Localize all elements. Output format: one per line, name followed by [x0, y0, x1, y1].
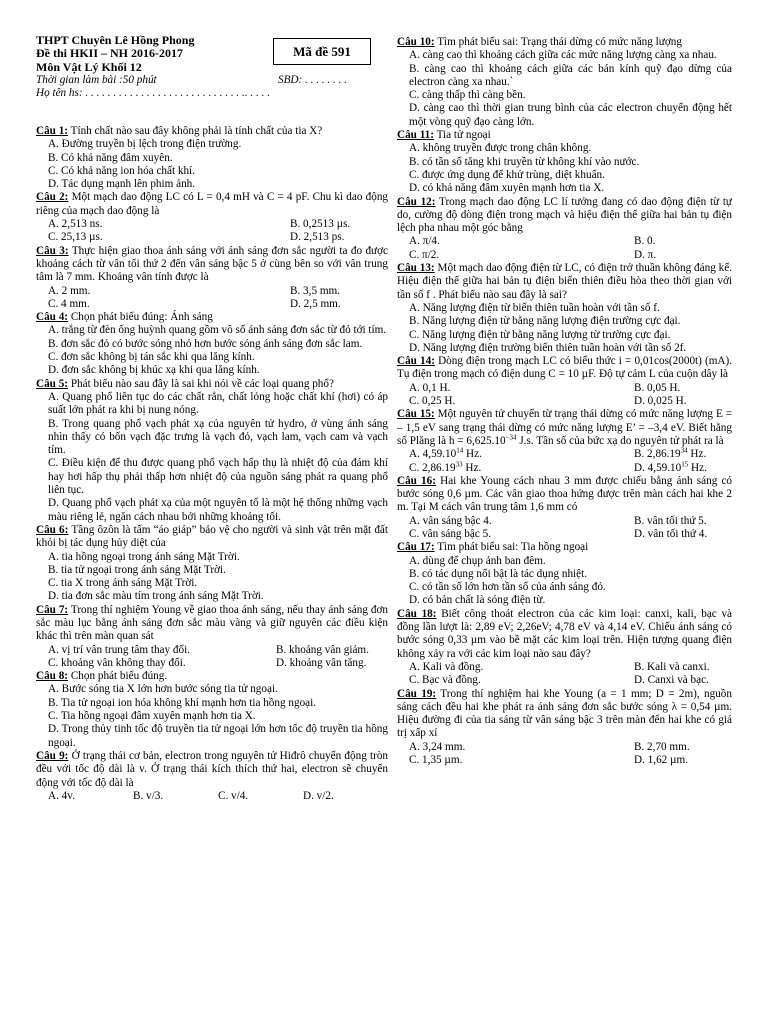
question-3: Câu 3: Thực hiện giao thoa ánh sáng với ánh sáng đơn sắc người ta đo được khoảng cách từ vân tối thứ 2 đến vân sáng bậc 5 ở cùng bên so với vân trung tâm là 7 mm. Khoảng vân tính được là — [36, 244, 388, 284]
option-a: A. vị trí vân trung tâm thay đổi. — [48, 643, 190, 656]
option-d: D. 4,59.10$^{15}$ Hz. — [634, 459, 707, 474]
option-c: C. 4 mm. — [48, 297, 90, 310]
option-a: A. π/4. — [409, 235, 440, 248]
subject-line: Môn Vật Lý Khối 12 — [36, 59, 142, 74]
option-a: A. tia hồng ngoại trong ánh sáng Mặt Trời. — [48, 550, 240, 563]
option-d: D. π. — [634, 248, 657, 261]
question-5: Câu 5: Phát biểu nào sau đây là sai khi nói về các loại quang phổ? — [36, 377, 334, 390]
question-14: Câu 14: Dòng điện trong mạch LC có biểu thức i = 0,01cos(2000t) (mA). Tụ điện trong mạch có điện dung C = 10 µF. Độ tự cảm L của cuộn dây là — [397, 355, 733, 381]
option-b: B. Trong quang phổ vạch phát xạ của nguyên tử hydro, ở vùng ánh sáng nhìn thấy có bốn vạch đặc trưng là vạch đỏ, vạch lam, vạch cam và vạch tím. — [48, 417, 388, 457]
option-b: B. khoảng vân giảm. — [276, 643, 369, 656]
student-name-field: Họ tên hs: . . . . . . . . . . . . . . . . . . . . . . . . . . . . .. . . . . — [36, 87, 270, 100]
option-c: C. v/4. — [218, 789, 249, 802]
exam-code-box: Mã đề 591 — [273, 38, 371, 65]
option-a: A. không truyền được trong chân không. — [409, 142, 592, 155]
question-16: Câu 16: Hai khe Young cách nhau 3 mm được chiếu bằng ánh sáng có bước sóng 0,6 µm. Các vân giao thoa hứng được trên màn cách hai khe 2 m. Tại M cách vân trung tâm 1,6 mm có — [397, 474, 733, 514]
option-d: D. tia đơn sắc màu tím trong ánh sáng Mặt Trời. — [48, 590, 264, 603]
option-c: C. Bạc và đồng. — [409, 674, 481, 687]
option-a: A. Đường truyền bị lệch trong điện trường. — [48, 138, 242, 151]
option-b: B. 0,2513 µs. — [290, 218, 351, 231]
option-b: B. tia tử ngoại trong ánh sáng Mặt Trời. — [48, 563, 226, 576]
right-column — [397, 36, 732, 767]
question-13: Câu 13: Một mạch dao động điện từ LC, có điện trở thuần không đáng kể. Hiệu điện thế giữa hai bản tụ điện biến thiên điều hòa theo thời gian với tần số f . Phát biểu nào sau đây là sai? — [397, 262, 733, 301]
option-b: B. 2,86.19$^{34}$ Hz. — [634, 446, 707, 461]
question-11: Câu 11: Tia tử ngoại — [397, 129, 491, 142]
option-d: D. Canxi và bạc. — [634, 674, 709, 687]
option-a: A. 2 mm. — [48, 284, 91, 297]
option-d: D. có bản chất là sóng điện từ. — [409, 594, 546, 607]
option-a: A. 0,1 H. — [409, 381, 451, 394]
question-12: Câu 12: Trong mạch dao động LC lí tưởng đang có dao động điện từ tự do, cường độ dòng điện trong mạch và hiệu điện thế giữa hai bản tụ điện lệch pha nhau một góc bằng — [397, 195, 732, 235]
option-c: C. đơn sắc không bị tán sắc khi qua lăng kính. — [48, 351, 255, 364]
option-a: A. trắng từ đèn ống huỳnh quang gồm vô số ánh sáng đơn sắc từ đỏ tới tím. — [48, 324, 387, 337]
option-b: B. Có khả năng đâm xuyên. — [48, 151, 173, 164]
question-18: Câu 18: Biết công thoát electron của các kim loại: canxi, kali, bạc và đồng lần lượt là: 2,89 eV; 2,26eV; 4,78 eV và 4,14 eV. Chiếu ánh sáng có bước sóng 0,33 µm vào bề mặt các kim loại trên. Hiện tượng quang điện không xảy ra với các kim loại nào sau đây? — [397, 607, 733, 660]
option-a: A. 4,59.10$^{14}$ Hz. — [409, 446, 482, 461]
option-c: C. Điều kiện để thu được quang phổ vạch hấp thụ là nhiệt độ của đám khí hay hơi hấp thụ phải thấp hơn nhiệt độ của nguồn sáng phát ra quang phổ liên tục. — [48, 457, 388, 497]
sbd-field: SBD: . . . . . . . . — [278, 73, 347, 86]
school-name: THPT Chuyên Lê Hồng Phong — [36, 33, 195, 47]
option-d: D. khoảng vân tăng. — [276, 656, 367, 669]
option-a: A. Quang phổ liên tục do các chất rắn, chất lỏng hoặc chất khí (hơi) có áp suất lớn phát ra khi bị nung nóng. — [48, 390, 388, 417]
option-b: B. Năng lượng điện từ bằng năng lượng điện trường cực đại. — [409, 315, 681, 328]
option-a: A. Năng lượng điện từ biến thiên tuần hoàn với tần số f. — [409, 301, 660, 314]
option-d: D. 1,62 µm. — [634, 754, 688, 767]
option-d: D. 2,5 mm. — [290, 297, 341, 310]
option-a: A. 2,513 ns. — [48, 218, 103, 231]
exam-title: Đề thi HKII – NH 2016-2017 — [36, 46, 183, 61]
option-d: D. có khả năng đâm xuyên mạnh hơn tia X. — [409, 182, 605, 195]
option-a: A. 3,24 mm. — [409, 740, 466, 753]
option-c: C. càng thấp thì càng bền. — [409, 89, 526, 102]
option-b: B. vân tối thứ 5. — [634, 514, 707, 527]
question-6: Câu 6: Tầng ôzôn là tấm “áo giáp” bảo vệ cho người và sinh vật trên mặt đất khỏi bị tác dụng hủy diệt của — [36, 523, 388, 550]
option-d: D. v/2. — [303, 789, 334, 802]
option-a: A. Bước sóng tia X lớn hơn bước sóng tia tử ngoại. — [48, 683, 278, 696]
option-c: C. Có khả năng ion hóa chất khí. — [48, 164, 195, 177]
option-c: C. 1,35 µm. — [409, 754, 463, 767]
option-b: B. càng cao thì khoảng cách giữa các bán kính quỹ đạo dừng của electron càng xa nhau.` — [409, 62, 732, 88]
question-17: Câu 17: Tìm phát biểu sai: Tia hồng ngoại — [397, 541, 589, 554]
option-a: A. càng cao thì khoảng cách giữa các mức năng lượng càng xa nhau. — [409, 49, 717, 62]
option-d: D. càng cao thì thời gian trung bình của các electron chuyển động hết một vòng quỹ đạo càng lớn. — [409, 102, 732, 128]
option-d: D. đơn sắc không bị khúc xạ khi qua lăng kính. — [48, 364, 260, 377]
question-19: Câu 19: Trong thí nghiệm hai khe Young (a = 1 mm; D = 2m), nguồn sáng cách đều hai khe phát ra ánh sáng đơn sắc bước sóng λ = 0,54 µm. Hiệu đường đi của tia sáng từ vân sáng bậc 3 trên màn đến hai khe có giá trị xấp xỉ — [397, 687, 732, 740]
left-column — [36, 125, 388, 803]
option-c: C. khoảng vân không thay đổi. — [48, 656, 186, 669]
question-9: Câu 9: Ở trạng thái cơ bản, electron trong nguyên tử Hiđrô chuyển động tròn đều với tốc độ dài là v. Ở trạng thái kích thích thứ hai, electron sẽ chuyển động với tốc độ dài là — [36, 749, 389, 789]
option-c: C. tia X trong ánh sáng Mặt Trời. — [48, 577, 198, 590]
option-c: C. 25,13 µs. — [48, 231, 103, 244]
option-c: C. có tần số lớn hơn tần số của ánh sáng đỏ. — [409, 581, 606, 594]
option-c: C. được ứng dụng để khử trùng, diệt khuẩn. — [409, 168, 605, 181]
question-15: Câu 15: Một nguyên tử chuyển từ trạng thái dừng có mức năng lượng E = – 1,5 eV sang trạng thái dừng có mức năng lượng E’ = –3,4 eV. Biết hằng số Plăng là $h = 6,625.10^{-34}$ J.s. Tần số của bức xạ do nguyên tử phát ra là — [397, 408, 733, 447]
option-a: A. Kali và đồng. — [409, 660, 484, 673]
option-b: B. đơn sắc đỏ có bước sóng nhỏ hơn bước sóng ánh sáng đơn sắc lam. — [48, 337, 363, 350]
option-d: D. Năng lượng điện trường biến thiên tuần hoàn với tần số 2f. — [409, 341, 687, 354]
option-a: A. 4v. — [48, 789, 75, 802]
option-b: B. có tần số tăng khi truyền từ không khí vào nước. — [409, 155, 640, 168]
time-limit: Thời gian làm bài :50 phút — [36, 73, 157, 86]
option-d: D. 2,513 ps. — [290, 231, 345, 244]
option-d: D. vân tối thứ 4. — [634, 527, 708, 540]
option-a: A. dùng để chụp ảnh ban đêm. — [409, 554, 546, 567]
option-b: B. 3,5 mm. — [290, 284, 341, 297]
question-8: Câu 8: Chọn phát biểu đúng. — [36, 670, 168, 683]
option-b: B. 0,05 H. — [634, 381, 681, 394]
option-c: C. 0,25 H. — [409, 395, 456, 408]
question-10: Câu 10: Tìm phát biểu sai: Trạng thái dừng có mức năng lượng — [397, 36, 682, 48]
question-7: Câu 7: Trong thí nghiệm Young về giao thoa ánh sáng, nếu thay ánh sáng đơn sắc màu lục bằng ánh sáng đơn sắc màu vàng và giữ nguyên các điều kiện khác thì trên màn quan sát — [36, 603, 388, 643]
option-d: D. 0,025 H. — [634, 395, 687, 408]
option-d: D. Quang phổ vạch phát xạ của một nguyên tố là một hệ thống những vạch màu riêng lẻ, ngăn cách nhau bởi những khoảng tối. — [48, 497, 388, 523]
option-d: D. Tác dụng mạnh lên phim ảnh. — [48, 178, 196, 191]
option-b: B. Tia tử ngoại ion hóa không khí mạnh hơn tia hồng ngoại. — [48, 696, 317, 709]
option-b: B. 0. — [634, 235, 656, 248]
option-d: D. Trong thủy tinh tốc độ truyền tia tử ngoại lớn hơn tốc độ truyền tia hồng ngoại. — [48, 723, 388, 749]
option-c: C. Tia hồng ngoại đâm xuyên mạnh hơn tia X. — [48, 710, 256, 723]
option-c: C. Năng lượng điện từ bằng năng lượng từ trường cực đại. — [409, 328, 671, 341]
question-4: Câu 4: Chọn phát biểu đúng: Ánh sáng — [36, 311, 213, 324]
question-1: Câu 1: Tính chất nào sau đây không phải là tính chất của tia X? — [36, 125, 323, 137]
option-b: B. 2,70 mm. — [634, 740, 690, 753]
option-a: A. vân sáng bậc 4. — [409, 514, 492, 527]
option-c: C. π/2. — [409, 248, 440, 261]
option-b: B. Kali và canxi. — [634, 660, 710, 673]
option-c: C. 2,86.19$^{33}$ Hz. — [409, 459, 482, 474]
option-b: B. có tác dụng nổi bật là tác dụng nhiệt. — [409, 567, 588, 580]
question-2: Câu 2: Một mạch dao động LC có L = 0,4 mH và C = 4 pF. Chu kì dao động riêng của mạch dao động là — [36, 191, 389, 217]
option-b: B. v/3. — [133, 789, 164, 802]
option-c: C. vân sáng bậc 5. — [409, 527, 492, 540]
